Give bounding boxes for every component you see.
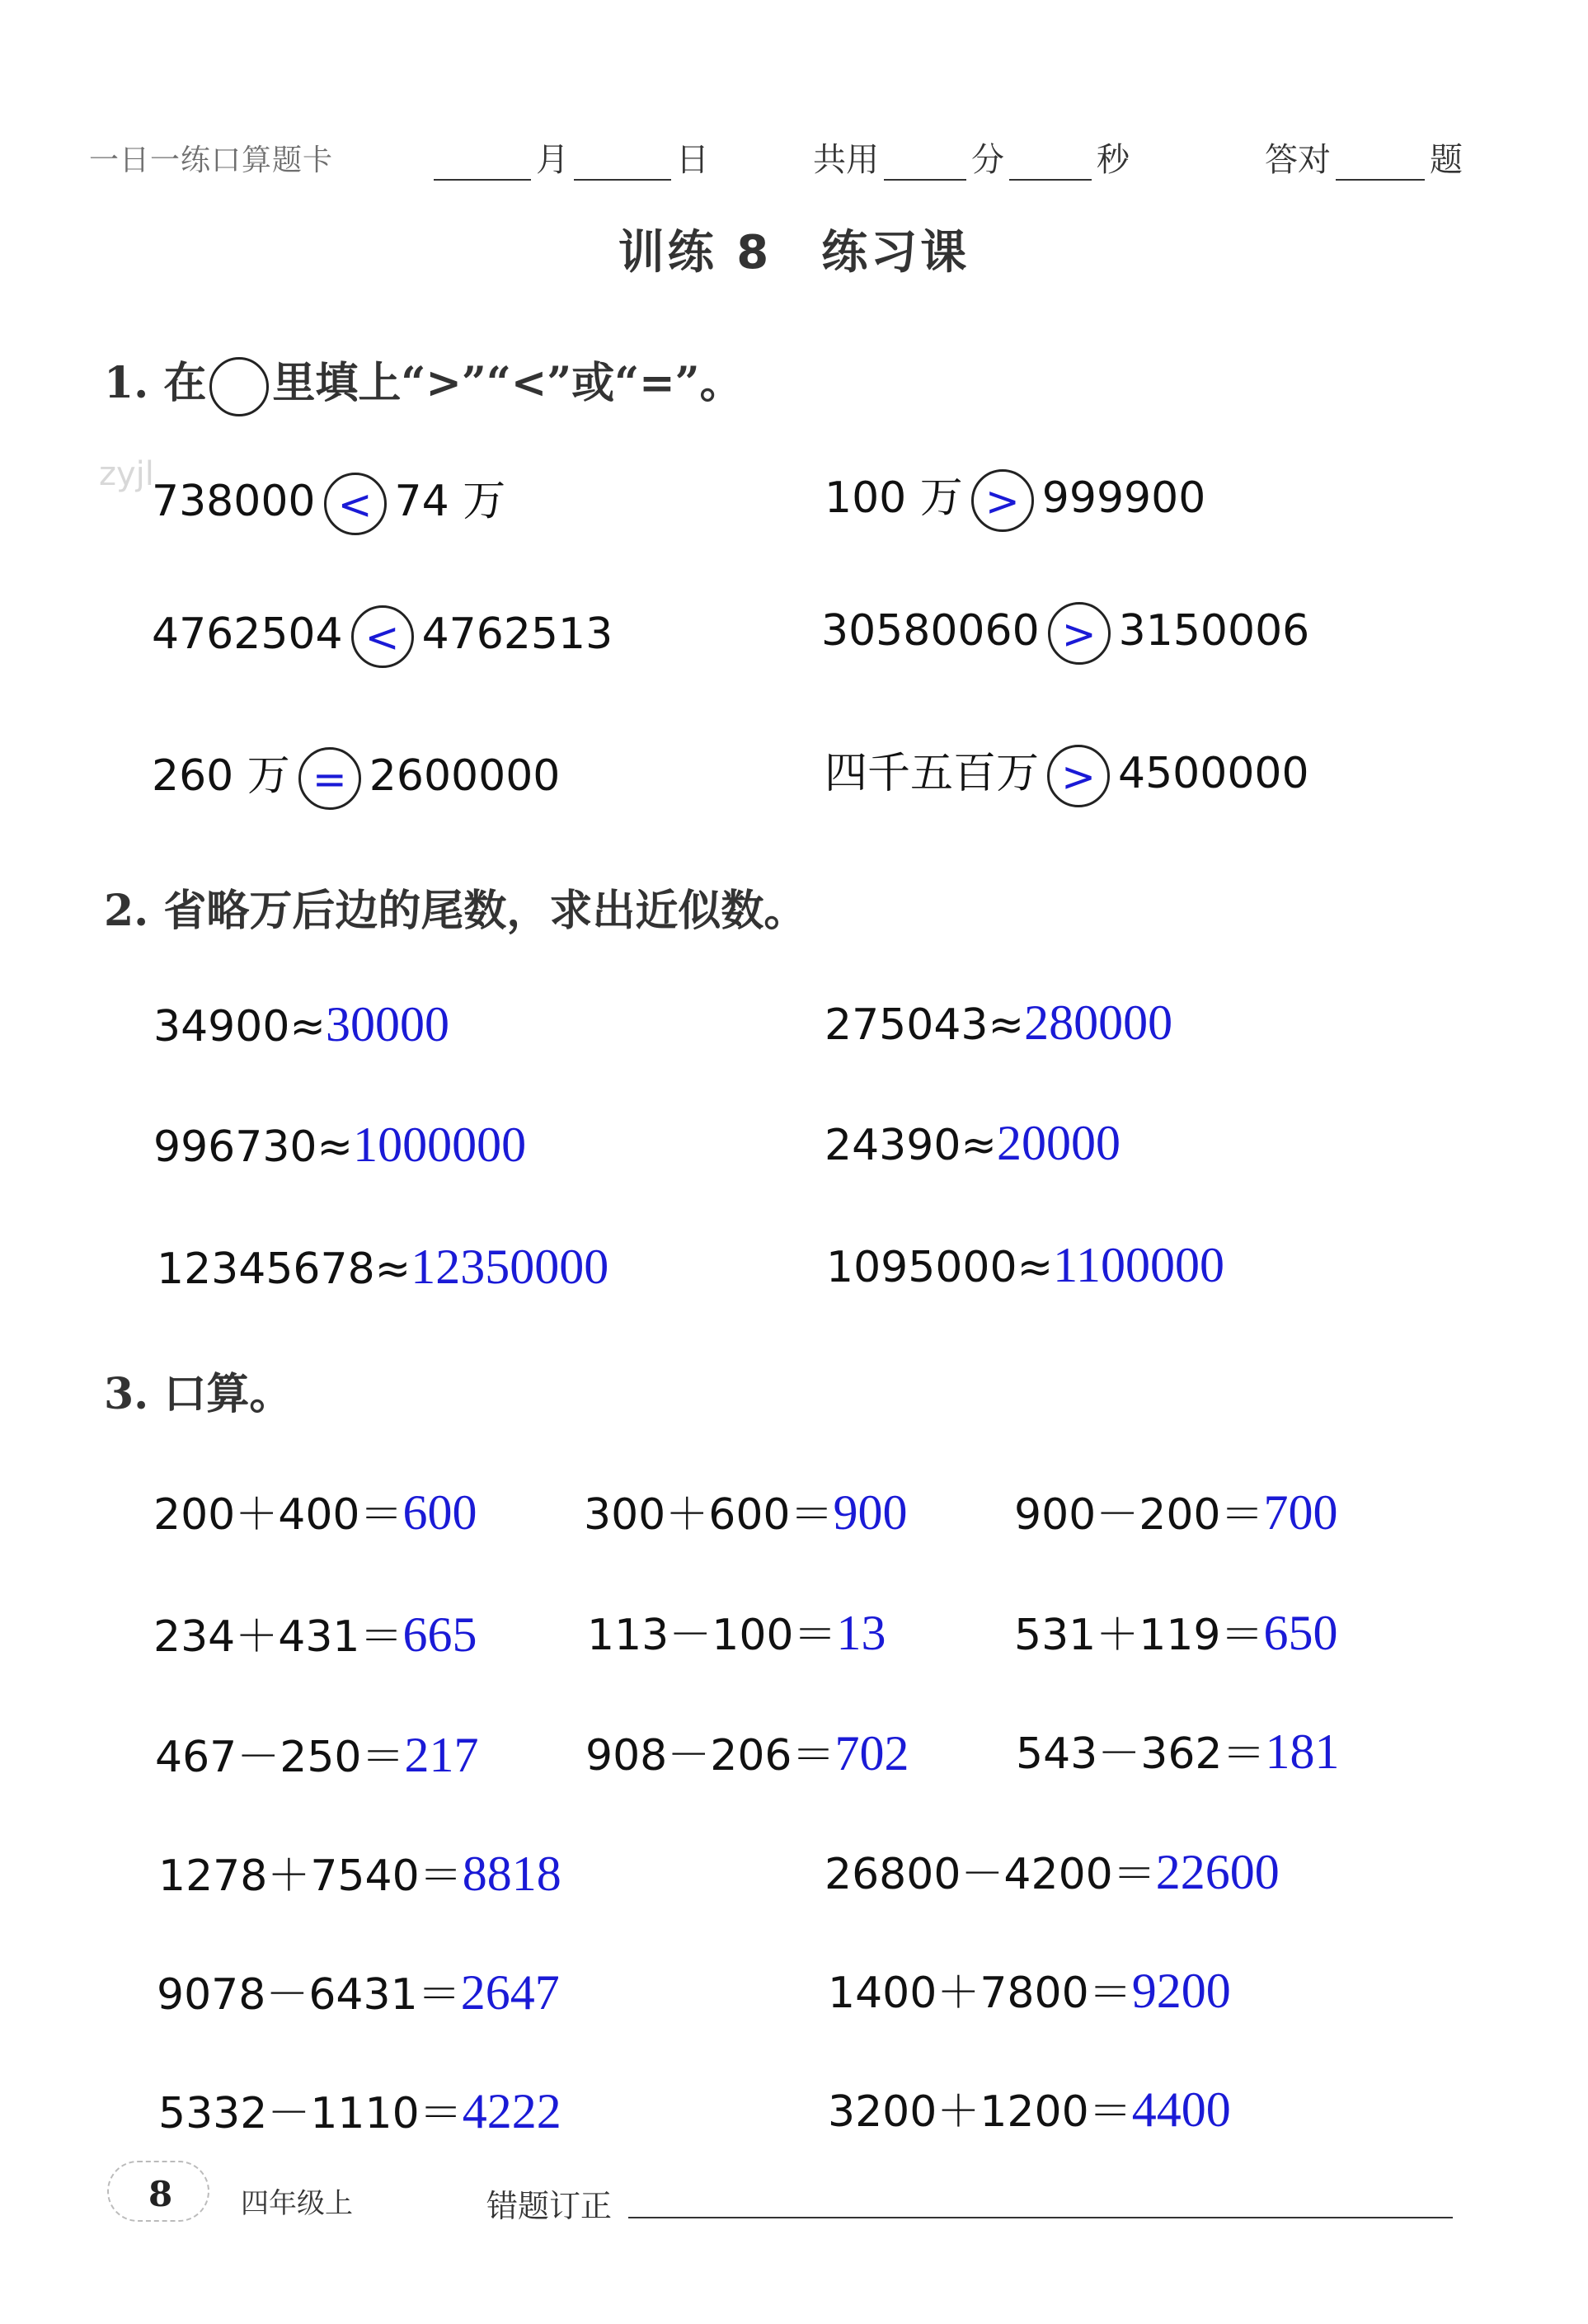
compare-right: 3150006 [1118,606,1310,656]
calc-answer[interactable]: 700 [1263,1485,1338,1540]
approx-item [157,1239,608,1296]
approx-item [826,1237,1224,1294]
month-label: 月 [536,141,569,179]
calc-answer[interactable]: 4222 [462,2084,561,2138]
calc-answer[interactable]: 22600 [1155,1845,1280,1899]
calc-answer[interactable]: 217 [404,1728,479,1782]
approx-item [825,995,1172,1051]
compare-left: 738000 [152,477,316,526]
calc-expr: 467－250＝ [155,1733,405,1782]
q1-instruction-b: 里填上“>”“<”或“=”。 [272,358,743,408]
approx-item [153,996,449,1053]
compare-left: 4762504 [152,609,343,659]
compare-left: 260 万 [152,751,290,801]
approx-answer[interactable]: 20000 [997,1116,1121,1170]
calc-item [828,1958,1231,2020]
compare-answer[interactable]: = [298,747,361,810]
approx-expr: 24390≈ [825,1121,997,1170]
q1-number: 1. [104,358,149,408]
calc-item [825,1839,1280,1901]
calc-expr: 234＋431＝ [153,1612,403,1662]
q2-instruction: 省略万后边的尾数，求出近似数。 [163,886,807,936]
correct-blank[interactable] [1336,151,1425,181]
calc-item [153,1480,477,1541]
seconds-label: 秒 [1097,141,1130,179]
calc-item [585,1720,909,1782]
compare-answer[interactable]: < [351,605,414,668]
calc-answer[interactable]: 650 [1263,1606,1338,1660]
correction-label: 错题订正 [486,2188,613,2224]
page-number: 8 [148,2174,173,2214]
q2-number: 2. [104,886,149,936]
calc-expr: 1278＋7540＝ [158,1851,463,1901]
compare-left: 四千五百万 [825,749,1040,798]
approx-item [153,1117,526,1174]
compare-item [152,466,505,535]
calc-answer[interactable]: 9200 [1131,1964,1231,2018]
day-label: 日 [676,141,709,179]
calc-answer[interactable]: 2647 [460,1965,560,2020]
minutes-label: 分 [971,141,1004,179]
compare-left: 30580060 [821,606,1040,656]
compare-left: 100 万 [825,473,963,523]
calc-answer[interactable]: 665 [402,1607,477,1662]
approx-expr: 996730≈ [153,1122,354,1172]
calc-item [1016,1719,1340,1781]
calc-expr: 5332－1110＝ [158,2089,463,2138]
calc-answer[interactable]: 13 [836,1606,886,1660]
approx-answer[interactable]: 280000 [1024,995,1173,1050]
calc-expr: 3200＋1200＝ [828,2087,1132,2137]
compare-item [152,741,560,810]
compare-right: 2600000 [369,751,561,801]
calc-item [828,2077,1231,2138]
score-fields [1265,134,1463,181]
q3-number: 3. [104,1369,149,1419]
calc-item [158,2078,561,2140]
calc-item [1014,1480,1338,1541]
minutes-blank[interactable] [884,151,966,181]
calc-expr: 908－206＝ [585,1731,835,1781]
q2-heading [104,876,806,938]
compare-answer[interactable]: > [971,469,1034,532]
calc-expr: 26800－4200＝ [825,1850,1156,1899]
approx-answer[interactable]: 1100000 [1053,1238,1224,1292]
approx-answer[interactable]: 1000000 [353,1117,527,1172]
q3-heading [104,1359,292,1421]
time-fields [813,134,1130,181]
day-blank[interactable] [574,151,671,181]
calc-answer[interactable]: 600 [402,1485,477,1540]
grade-label: 四年级上 [241,2187,353,2220]
calc-item [587,1600,886,1662]
approx-expr: 275043≈ [825,1000,1025,1050]
seconds-blank[interactable] [1009,151,1092,181]
calc-answer[interactable]: 4400 [1131,2082,1231,2137]
calc-item [157,1959,560,2021]
compare-answer[interactable]: > [1048,602,1111,665]
calc-item [158,1841,561,1903]
calc-expr: 543－362＝ [1016,1729,1266,1779]
correct-label: 答对 [1265,141,1331,179]
calc-item [584,1480,908,1541]
page-title: 训练 8 练习课 [618,226,970,280]
approx-expr: 1095000≈ [826,1243,1054,1292]
compare-item [825,738,1309,807]
compare-item [152,605,613,668]
calc-answer[interactable]: 702 [834,1726,909,1781]
approx-expr: 34900≈ [153,1002,326,1051]
compare-right: 999900 [1041,473,1206,523]
calc-item [153,1602,477,1663]
correction-line[interactable] [628,2217,1453,2218]
calc-expr: 531＋119＝ [1014,1611,1264,1660]
brand-label: 一日一练口算题卡 [89,143,334,177]
approx-answer[interactable]: 12350000 [411,1240,609,1294]
calc-expr: 1400＋7800＝ [828,1969,1132,2018]
calc-expr: 9078－6431＝ [157,1970,461,2020]
calc-expr: 113－100＝ [587,1611,837,1660]
calc-item [155,1722,479,1784]
calc-answer[interactable]: 181 [1265,1724,1340,1779]
blank-circle-icon [209,357,269,416]
compare-right: 4500000 [1118,749,1309,798]
compare-item [821,602,1309,665]
calc-item [1014,1600,1338,1662]
date-fields [429,134,709,181]
compare-answer[interactable]: < [324,473,387,535]
approx-item [825,1115,1121,1172]
approx-expr: 12345678≈ [157,1244,411,1294]
compare-answer[interactable]: > [1047,745,1110,807]
month-blank[interactable] [434,151,531,181]
watermark: zyjl [99,455,154,493]
compare-right: 4762513 [421,609,613,659]
compare-item [825,463,1205,532]
approx-answer[interactable]: 30000 [326,997,449,1051]
compare-right: 74 万 [394,477,506,526]
questions-label: 题 [1430,141,1463,179]
calc-answer[interactable]: 8818 [462,1846,561,1901]
q1-heading [104,348,743,416]
q3-instruction: 口算。 [163,1369,293,1419]
q1-instruction-a: 在 [163,358,207,408]
time-used-label: 共用 [813,141,879,179]
calc-expr: 900－200＝ [1014,1490,1264,1540]
calc-expr: 300＋600＝ [584,1490,834,1540]
calc-answer[interactable]: 900 [833,1485,908,1540]
calc-expr: 200＋400＝ [153,1490,403,1540]
